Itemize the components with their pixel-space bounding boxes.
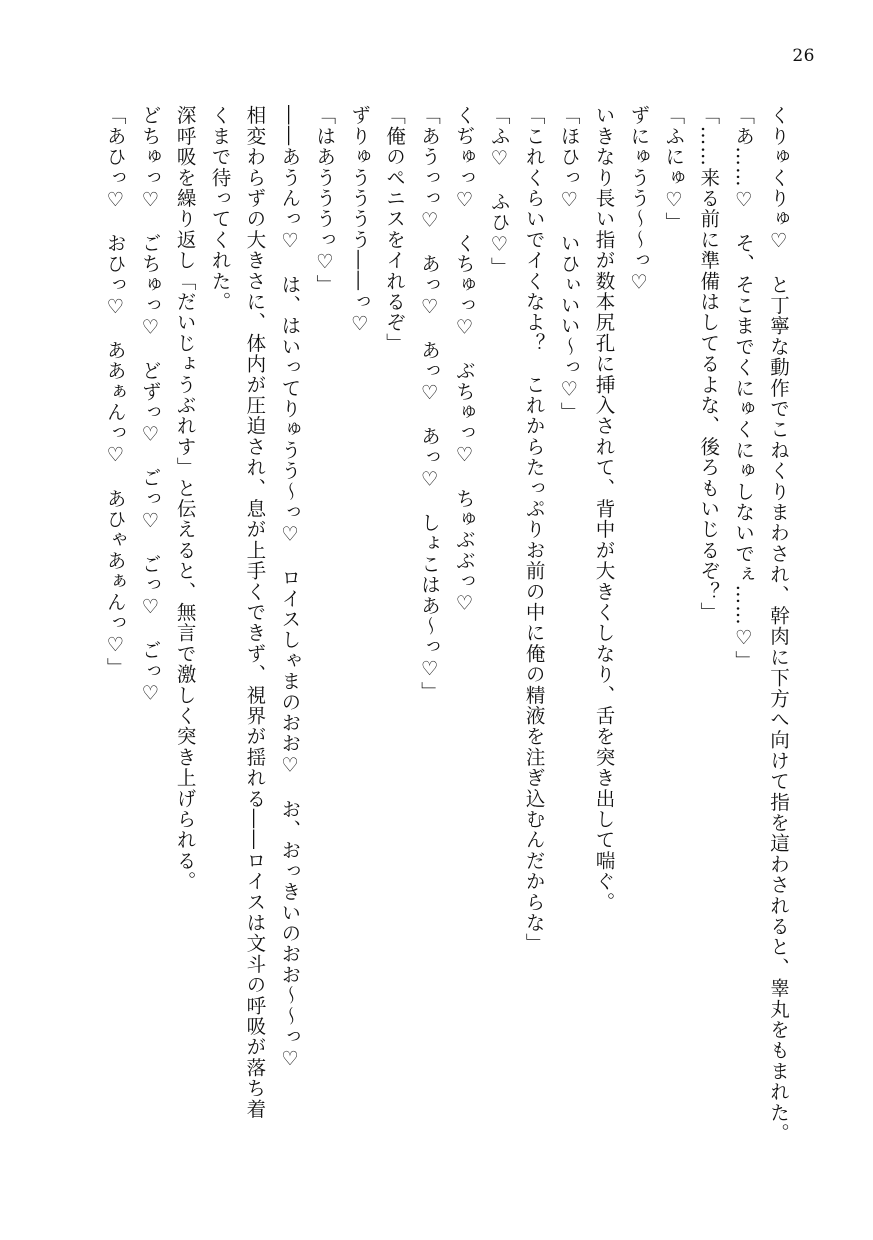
text-line: どちゅっ♡ ごちゅっ♡ どずっ♡ ごっ♡ ごっ♡ ごっ♡ (138, 105, 162, 706)
text-line: くまで待ってくれた。 (208, 105, 232, 312)
text-line: 「あうっっ♡ あっ♡ あっ♡ あっ♡ しょこはあ〜っ♡」 (417, 105, 441, 703)
text-line: 深呼吸を繰り返し「だいじょうぶれす」と伝えると、無言で激しく突き上げられる。 (173, 105, 197, 892)
text-line: 「あひっ♡ おひっ♡ ああぁんっ♡ あひゃあぁんっ♡」 (103, 105, 127, 678)
text-line: くぢゅっ♡ くちゅっ♡ ぶちゅっ♡ ちゅぶぶっ♡ (452, 105, 476, 616)
text-line: ――あうんっ♡ は、はいってりゅうう〜っ♡ ロイスしゃまのおお♡ お、おっきいのおお〜〜っ♡ (278, 105, 302, 1072)
text-line: 「これくらいでイくなよ？ これからたっぷりお前の中に俺の精液を注ぎ込むんだからな」 (522, 105, 546, 954)
text-line: 「ふにゅ♡」 (662, 105, 686, 233)
body-text (97, 105, 795, 1165)
page-number: 26 (792, 46, 815, 66)
text-line: ずりゅうううう――っ♡ (348, 105, 372, 337)
text-line: 「ほひっ♡ いひぃいい〜っ♡」 (557, 105, 581, 423)
text-line: 「ふ♡ ふひ♡」 (487, 105, 511, 278)
text-line: 相変わらずの大きさに、体内が圧迫され、息が上手くできず、視界が揺れる――ロイスは文斗の呼吸が落ち着 (243, 105, 267, 1120)
text-line: 「あ……♡ そ、そこまでくにゅくにゅしないでぇ……♡」 (732, 105, 756, 671)
text-line: 「……来る前に準備はしてるよな、後ろもいじるぞ？」 (697, 105, 721, 623)
text-line: ずにゅうう〜〜っ♡ (627, 105, 651, 295)
text-line: くりゅくりゅ♡ と丁寧な動作でこねくりまわされ、幹肉に下方へ向けて指を這わされると、睾丸をもまれた。 (767, 105, 790, 1144)
text-line: いきなり長い指が数本尻孔に挿入されて、背中が大きくしなり、舌を突き出して喘ぐ。 (592, 105, 616, 913)
text-line: 「俺のペニスをイれるぞ」 (383, 105, 407, 354)
text-line: 「はあうううっ♡」 (313, 105, 337, 295)
